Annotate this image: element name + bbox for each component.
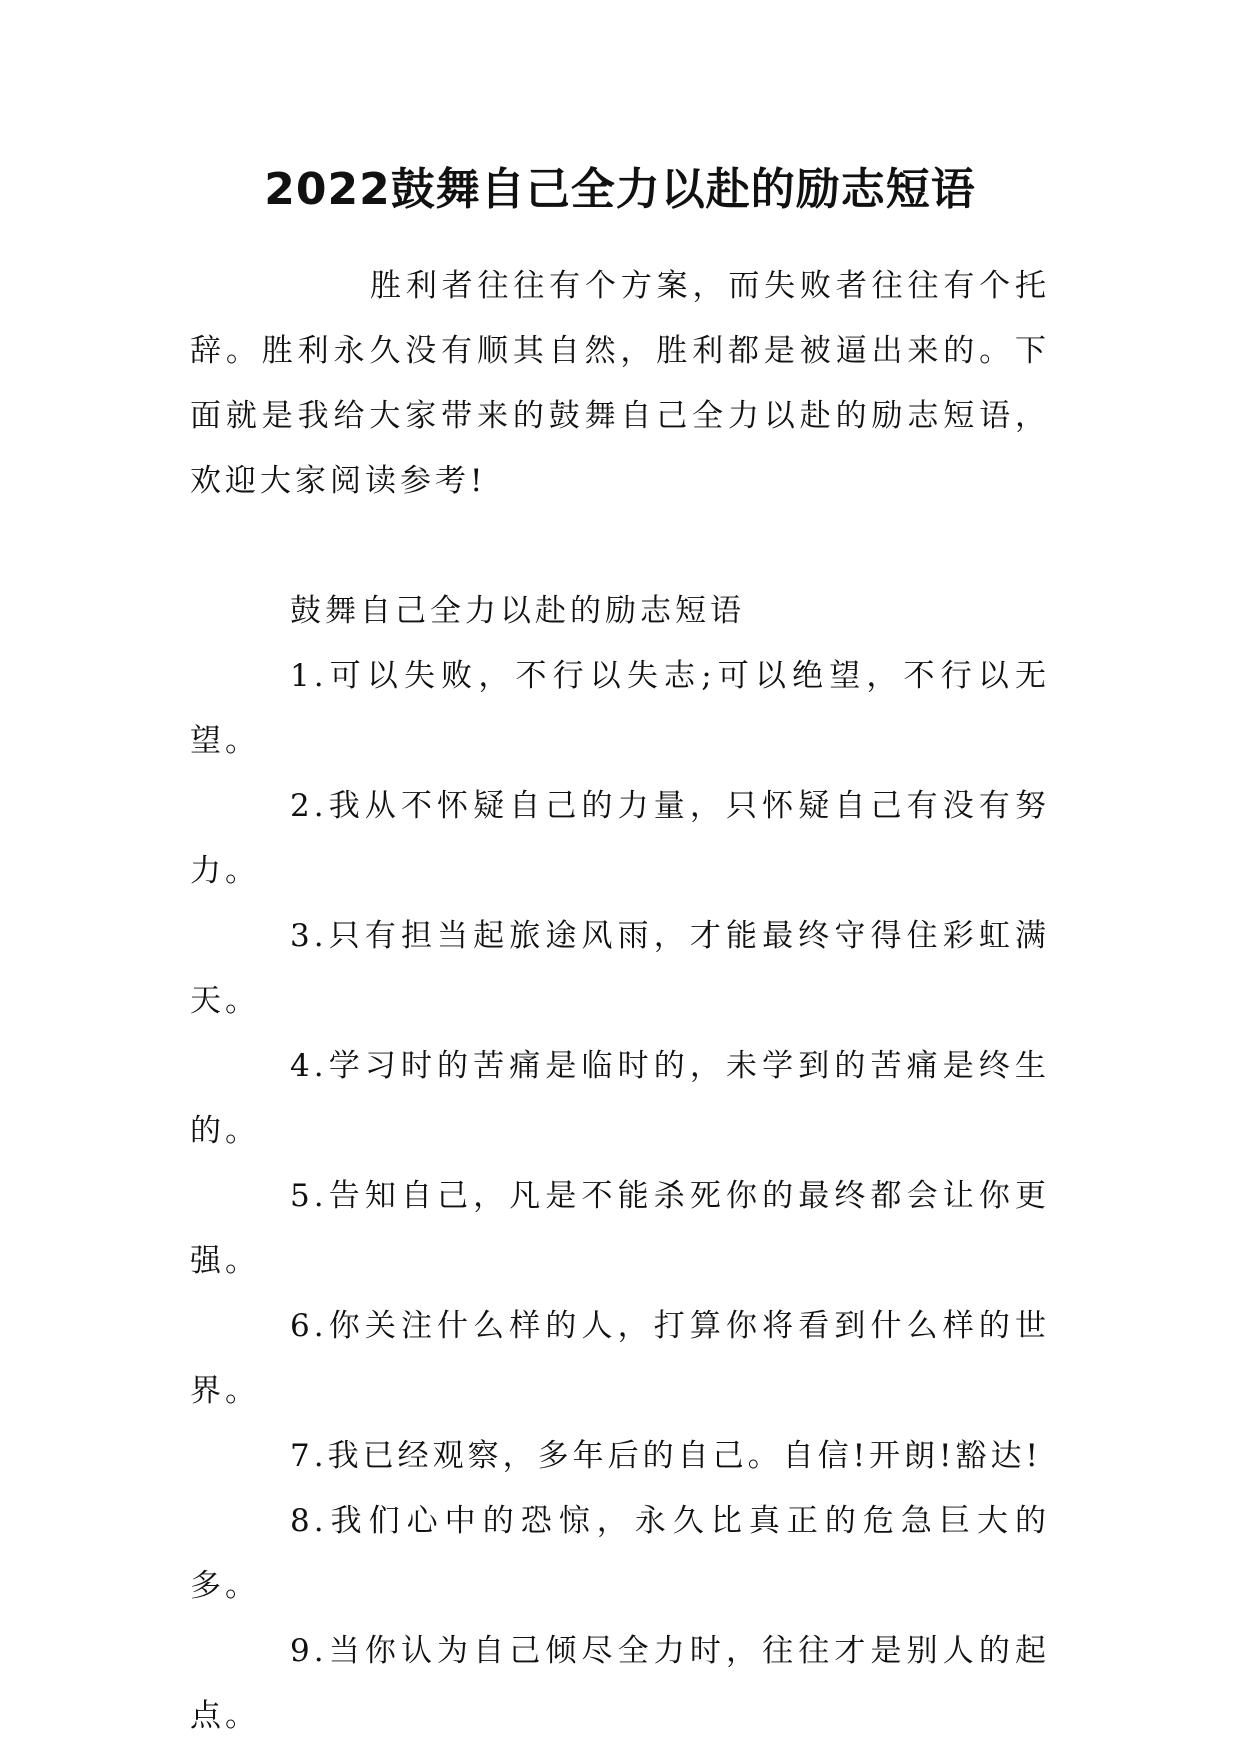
- list-item: 7.我已经观察，多年后的自己。自信!开朗!豁达!: [290, 1438, 1042, 1474]
- section-heading: 鼓舞自己全力以赴的励志短语: [290, 593, 745, 629]
- list-item: 5.告知自己，凡是不能杀死你的最终都会让你更强。: [190, 1178, 1050, 1279]
- document-body: [190, 254, 1050, 1749]
- document-title: 2022鼓舞自己全力以赴的励志短语: [264, 164, 976, 215]
- list-item: 2.我从不怀疑自己的力量，只怀疑自己有没有努力。: [190, 788, 1050, 889]
- list-item: 4.学习时的苦痛是临时的，未学到的苦痛是终生的。: [190, 1048, 1050, 1149]
- list-item: 8.我们心中的恐惊，永久比真正的危急巨大的多。: [190, 1503, 1050, 1604]
- list-item: 9.当你认为自己倾尽全力时，往往才是别人的起点。: [190, 1633, 1050, 1734]
- list-item: 6.你关注什么样的人，打算你将看到什么样的世界。: [190, 1308, 1050, 1409]
- list-item: 1.可以失败，不行以失志;可以绝望，不行以无望。: [190, 658, 1050, 759]
- list-item: 3.只有担当起旅途风雨，才能最终守得住彩虹满天。: [190, 918, 1050, 1019]
- intro-paragraph: 胜利者往往有个方案，而失败者往往有个托辞。胜利永久没有顺其自然，胜利都是被逼出来的。下面就是我给大家带来的鼓舞自己全力以赴的励志短语，欢迎大家阅读参考!: [190, 268, 1050, 499]
- paragraph-gap: [190, 514, 1050, 579]
